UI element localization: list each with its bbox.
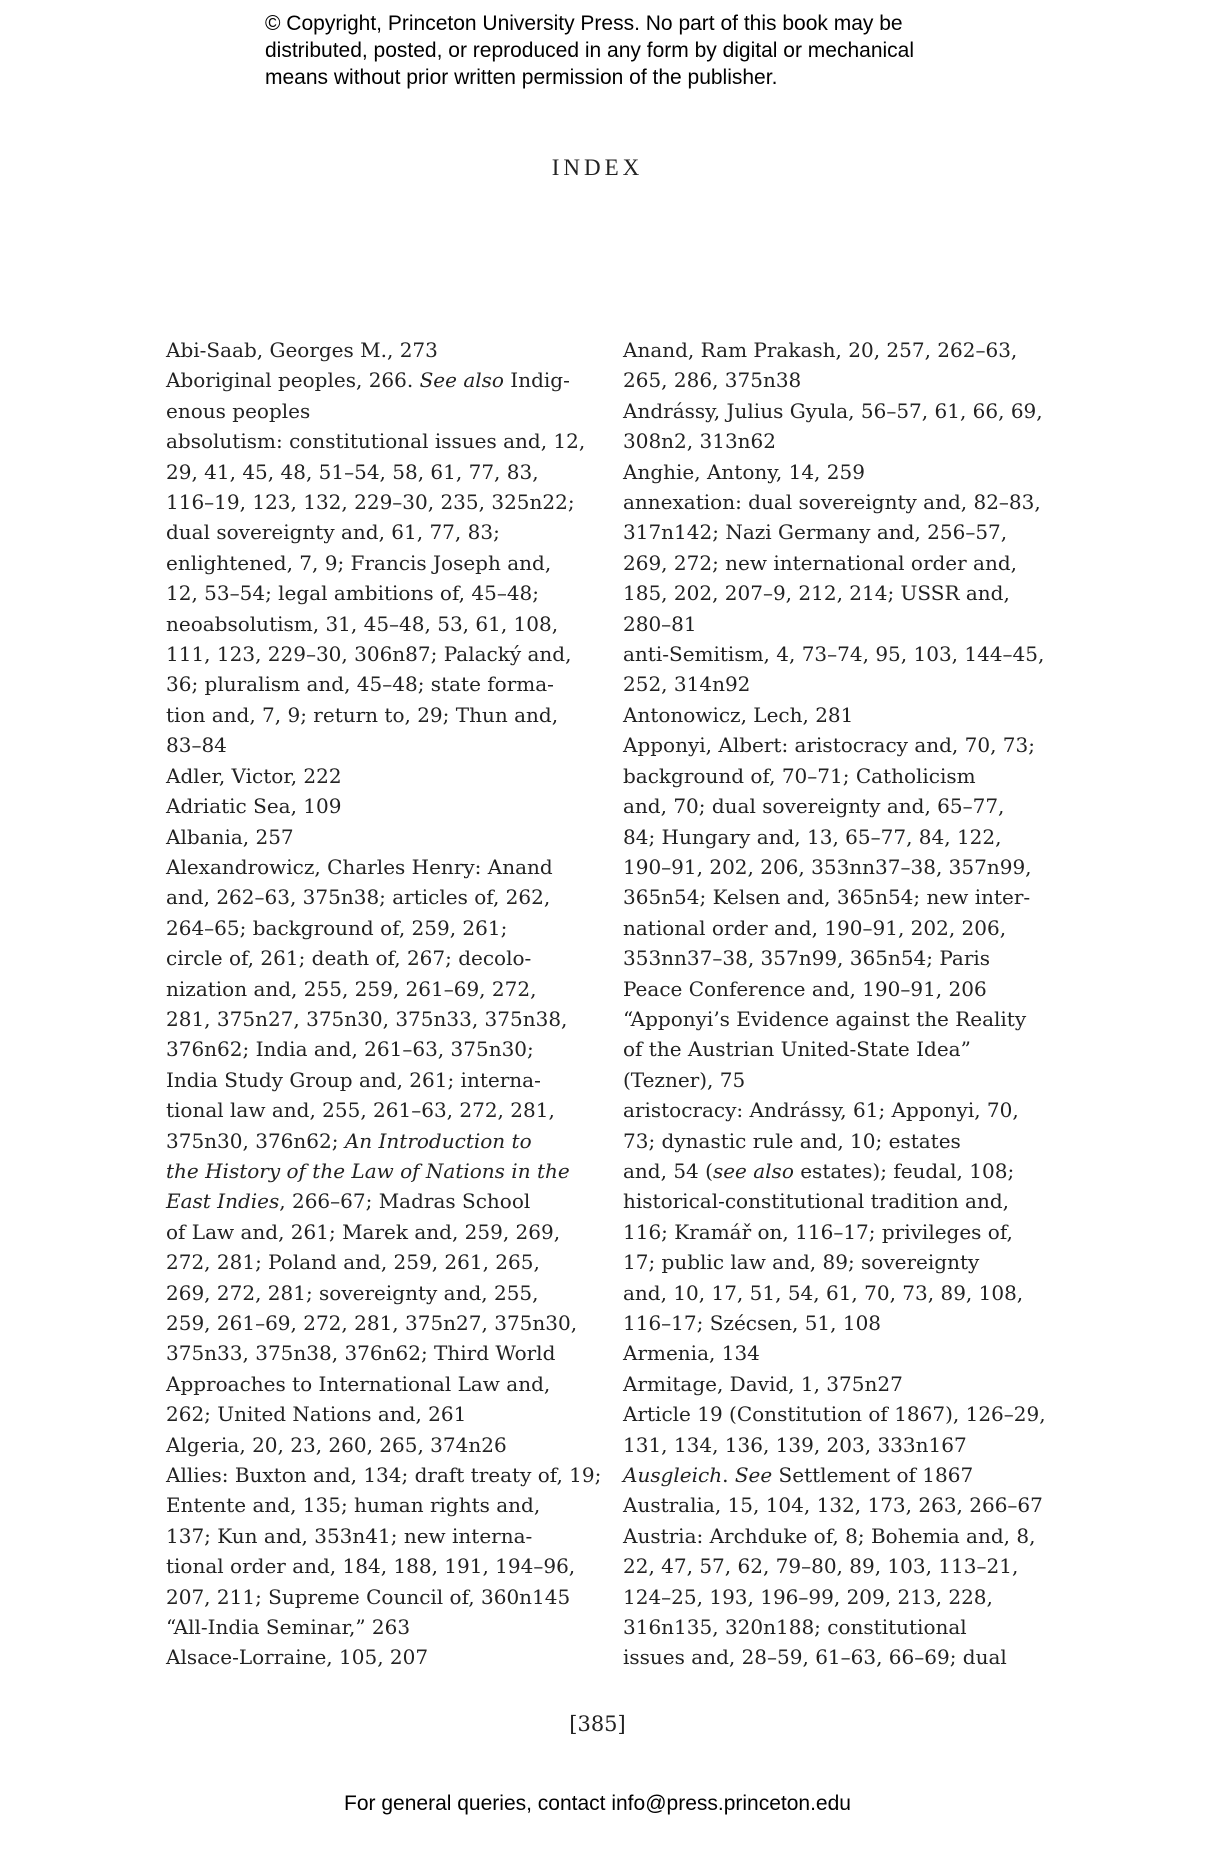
index-entry-line: 269, 272; new international order and, bbox=[623, 550, 1018, 575]
index-entry-line: Armitage, David, 1, 375n27 bbox=[623, 1371, 903, 1396]
index-entry-line: Abi-Saab, Georges M., 273 bbox=[166, 338, 438, 362]
page-number: [385] bbox=[569, 1712, 626, 1736]
index-entry bbox=[166, 1642, 596, 1672]
copyright-line: distributed, posted, or reproduced in any form by digital or mechanical bbox=[265, 39, 915, 62]
index-entry-line: Austria: Archduke of, 8; Bohemia and, 8, bbox=[623, 1523, 1036, 1548]
page-title: INDEX bbox=[551, 155, 644, 180]
index-entry-line: Armenia, 134 bbox=[623, 1341, 760, 1366]
index-entry-line: 84; Hungary and, 13, 65–77, 84, 122, bbox=[623, 824, 1002, 849]
index-entry-line: Algeria, 20, 23, 260, 265, 374n26 bbox=[166, 1432, 507, 1457]
index-entry-line: 17; public law and, 89; sovereignty bbox=[623, 1250, 980, 1275]
index-entry bbox=[623, 1460, 1053, 1490]
index-entry-line: 376n62; India and, 261–63, 375n30; bbox=[166, 1037, 534, 1062]
index-entry-line: 190–91, 202, 206, 353nn37–38, 357n99, bbox=[623, 854, 1032, 879]
index-entry-line: Antonowicz, Lech, 281 bbox=[623, 702, 854, 727]
index-entry-line: Article 19 (Constitution of 1867), 126–29, bbox=[623, 1402, 1046, 1427]
index-entry-line: 272, 281; Poland and, 259, 261, 265, bbox=[166, 1250, 540, 1275]
index-entry bbox=[166, 1612, 596, 1642]
index-entry-line: “Apponyi’s Evidence against the Reality bbox=[623, 1006, 1027, 1031]
index-entry-line: and, 262–63, 375n38; articles of, 262, bbox=[166, 885, 551, 910]
index-entry-line: 264–65; background of, 259, 261; bbox=[166, 915, 508, 940]
index-entry bbox=[166, 852, 596, 1430]
index-entry-line: aristocracy: Andrássy, 61; Apponyi, 70, bbox=[623, 1098, 1019, 1123]
index-entry-line: nization and, 255, 259, 261–69, 272, bbox=[166, 976, 537, 1001]
index-entry-line: historical-constitutional tradition and, bbox=[623, 1189, 1010, 1214]
index-entry-line: 317n142; Nazi Germany and, 256–57, bbox=[623, 520, 1008, 545]
index-entry-line: 83–84 bbox=[166, 733, 227, 758]
index-entry-line: East Indies, 266–67; Madras School bbox=[166, 1189, 531, 1214]
index-entry-line: enlightened, 7, 9; Francis Joseph and, bbox=[166, 550, 552, 575]
index-entry-line: 73; dynastic rule and, 10; estates bbox=[623, 1128, 961, 1153]
index-entry-line: 269, 272, 281; sovereignty and, 255, bbox=[166, 1280, 539, 1305]
index-entry-line: 353nn37–38, 357n99, 365n54; Paris bbox=[623, 946, 991, 971]
index-entry-line: (Tezner), 75 bbox=[623, 1067, 746, 1092]
index-entry-line: Ausgleich. See Settlement of 1867 bbox=[623, 1463, 974, 1488]
index-entry-line: national order and, 190–91, 202, 206, bbox=[623, 915, 1007, 940]
index-entry-line: 207, 211; Supreme Council of, 360n145 bbox=[166, 1584, 571, 1609]
index-entry-line: 36; pluralism and, 45–48; state forma- bbox=[166, 672, 554, 697]
index-entry-line: 281, 375n27, 375n30, 375n33, 375n38, bbox=[166, 1006, 568, 1031]
index-entry-line: annexation: dual sovereignty and, 82–83, bbox=[623, 490, 1041, 515]
index-entry-line: 116–17; Szécsen, 51, 108 bbox=[623, 1311, 882, 1335]
index-entry-line: the History of the Law of Nations in the bbox=[166, 1158, 570, 1183]
index-entry-line: 280–81 bbox=[623, 611, 697, 636]
index-entry bbox=[166, 426, 596, 760]
index-entry-line: and, 10, 17, 51, 54, 61, 70, 73, 89, 108, bbox=[623, 1280, 1024, 1305]
index-entry-line: 12, 53–54; legal ambitions of, 45–48; bbox=[166, 581, 540, 606]
index-entry-line: India Study Group and, 261; interna- bbox=[166, 1067, 541, 1092]
index-entry bbox=[623, 1521, 1053, 1673]
copyright-notice bbox=[265, 10, 1025, 91]
index-entry-line: anti-Semitism, 4, 73–74, 95, 103, 144–45, bbox=[623, 642, 1045, 667]
index-entry-line: and, 70; dual sovereignty and, 65–77, bbox=[623, 794, 1005, 819]
index-entry bbox=[623, 1095, 1053, 1338]
index-entry-line: 116–19, 123, 132, 229–30, 235, 325n22; bbox=[166, 490, 575, 515]
index-entry-line: 29, 41, 45, 48, 51–54, 58, 61, 77, 83, bbox=[166, 459, 539, 484]
index-entry-line: Australia, 15, 104, 132, 173, 263, 266–67 bbox=[623, 1493, 1043, 1518]
index-entry bbox=[623, 1490, 1053, 1520]
index-entry bbox=[623, 1369, 1053, 1399]
index-entry-line: background of, 70–71; Catholicism bbox=[623, 763, 976, 788]
index-entry-line: Albania, 257 bbox=[166, 824, 294, 849]
index-entry-line: Adler, Victor, 222 bbox=[166, 763, 342, 788]
index-entry bbox=[623, 396, 1053, 457]
index-entry-line: Allies: Buxton and, 134; draft treaty of, 19; bbox=[166, 1463, 602, 1488]
index-column-right bbox=[623, 335, 1053, 1673]
index-entry bbox=[166, 1460, 602, 1612]
index-entry bbox=[623, 1338, 1053, 1368]
index-entry-line: tion and, 7, 9; return to, 29; Thun and, bbox=[166, 702, 559, 727]
index-entry bbox=[623, 1399, 1053, 1460]
index-entry-line: 131, 134, 136, 139, 203, 333n167 bbox=[623, 1432, 967, 1457]
index-entry-line: of the Austrian United-State Idea” bbox=[623, 1037, 971, 1062]
index-entry bbox=[623, 700, 1053, 730]
index-entry-line: Anghie, Antony, 14, 259 bbox=[623, 459, 865, 484]
index-entry bbox=[623, 457, 1053, 487]
index-entry-line: circle of, 261; death of, 267; decolo- bbox=[166, 946, 532, 971]
copyright-line: © Copyright, Princeton University Press. No part of this book may be bbox=[265, 12, 903, 35]
index-entry-line: 137; Kun and, 353n41; new interna- bbox=[166, 1523, 533, 1548]
index-entry-line: absolutism: constitutional issues and, 12, bbox=[166, 429, 586, 454]
index-entry-line: Entente and, 135; human rights and, bbox=[166, 1493, 541, 1518]
index-entry-line: Adriatic Sea, 109 bbox=[166, 794, 342, 819]
index-entry-line: Alexandrowicz, Charles Henry: Anand bbox=[166, 854, 553, 879]
index-entry-line: 185, 202, 207–9, 212, 214; USSR and, bbox=[623, 581, 1010, 606]
index-entry-line: Aboriginal peoples, 266. See also Indig- bbox=[166, 368, 570, 393]
index-entry-line: dual sovereignty and, 61, 77, 83; bbox=[166, 520, 500, 545]
index-entry bbox=[166, 1430, 596, 1460]
index-entry-line: 262; United Nations and, 261 bbox=[166, 1402, 467, 1427]
index-entry-line: Approaches to International Law and, bbox=[166, 1371, 551, 1396]
index-entry-line: 316n135, 320n188; constitutional bbox=[623, 1615, 967, 1640]
index-entry-line: 116; Kramář on, 116–17; privileges of, bbox=[623, 1219, 1013, 1244]
copyright-line: means without prior written permission of the publisher. bbox=[265, 66, 778, 89]
index-entry-line: tional law and, 255, 261–63, 272, 281, bbox=[166, 1098, 555, 1123]
index-entry-line: 375n33, 375n38, 376n62; Third World bbox=[166, 1341, 556, 1366]
index-entry bbox=[623, 335, 1053, 396]
footer-contact: For general queries, contact info@press.princeton.edu bbox=[344, 1792, 851, 1815]
index-entry bbox=[166, 822, 596, 852]
index-column-left bbox=[166, 335, 602, 1673]
index-entry-line: 308n2, 313n62 bbox=[623, 429, 776, 454]
index-entry bbox=[166, 335, 596, 365]
index-entry-line: Anand, Ram Prakash, 20, 257, 262–63, bbox=[623, 338, 1018, 362]
index-entry-line: Apponyi, Albert: aristocracy and, 70, 73; bbox=[623, 733, 1035, 758]
index-entry-line: Andrássy, Julius Gyula, 56–57, 61, 66, 69, bbox=[623, 398, 1043, 423]
index-entry-line: 124–25, 193, 196–99, 209, 213, 228, bbox=[623, 1584, 993, 1609]
index-entry-line: 252, 314n92 bbox=[623, 672, 751, 697]
index-entry-line: enous peoples bbox=[166, 398, 311, 423]
index-entry-line: 365n54; Kelsen and, 365n54; new inter- bbox=[623, 885, 1031, 910]
index-entry-line: tional order and, 184, 188, 191, 194–96, bbox=[166, 1554, 576, 1579]
index-entry-line: 265, 286, 375n38 bbox=[623, 368, 802, 393]
index-entry bbox=[166, 761, 596, 791]
index-entry-line: “All-India Seminar,” 263 bbox=[166, 1615, 411, 1640]
index-entry-line: and, 54 (see also estates); feudal, 108; bbox=[623, 1158, 1015, 1183]
index-entry-line: Alsace-Lorraine, 105, 207 bbox=[166, 1645, 429, 1670]
index-entry-line: Peace Conference and, 190–91, 206 bbox=[623, 976, 987, 1001]
index-entry bbox=[623, 487, 1053, 639]
index-entry bbox=[166, 791, 596, 821]
index-entry bbox=[623, 730, 1053, 1004]
index-entry bbox=[623, 1004, 1053, 1095]
index-entry-line: issues and, 28–59, 61–63, 66–69; dual bbox=[623, 1645, 1007, 1670]
index-entry-line: neoabsolutism, 31, 45–48, 53, 61, 108, bbox=[166, 611, 559, 636]
index-entry-line: 22, 47, 57, 62, 79–80, 89, 103, 113–21, bbox=[623, 1554, 1019, 1579]
index-entry-line: 111, 123, 229–30, 306n87; Palacký and, bbox=[166, 642, 572, 667]
index-entry bbox=[623, 639, 1053, 700]
index-entry-line: 259, 261–69, 272, 281, 375n27, 375n30, bbox=[166, 1311, 578, 1335]
index-entry bbox=[166, 365, 596, 426]
index-entry-line: 375n30, 376n62; An Introduction to bbox=[166, 1128, 532, 1153]
index-entry-line: of Law and, 261; Marek and, 259, 269, bbox=[166, 1219, 561, 1244]
